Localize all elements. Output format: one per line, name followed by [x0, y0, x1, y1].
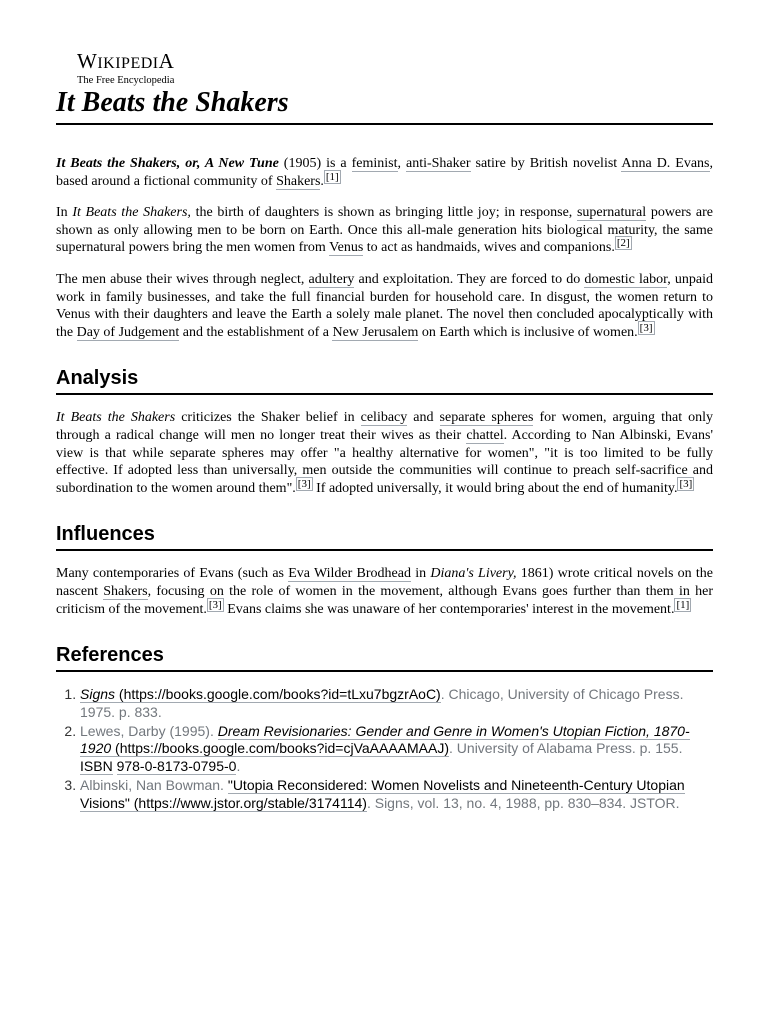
- wikipedia-wordmark: WIKIPEDIA: [77, 49, 175, 73]
- citation-ref[interactable]: [3]: [208, 598, 222, 611]
- link-chattel[interactable]: chattel: [466, 427, 504, 443]
- link-celibacy[interactable]: celibacy: [360, 410, 408, 426]
- analysis-paragraph: It Beats the Shakers criticizes the Shaker belief in celibacy and separate spheres for women, arguing that only through a radical change will men no longer treat their wives as their chattel. According to Nan Albinski, Evans' view is that while separate spheres may offer "a healthy alternative for women", "it is too limited to be fully effective. If adopted less than universally, men outside the communities will continue to preach self-sacrifice and subordination to the women around them". [3] If adopted universally, it would bring about the end of humanity. [3]: [56, 410, 714, 496]
- section-heading-references: References: [56, 642, 713, 672]
- citation-ref[interactable]: [3]: [639, 321, 653, 334]
- reference-list: [56, 686, 713, 812]
- reference-link-2[interactable]: Dream Revisionaries: Gender and Genre in Women's Utopian Fiction, 1870-1920 (https://books.google.com/books?id=cjVaAAAAMAAJ): [80, 722, 690, 757]
- reference-link-3[interactable]: "Utopia Reconsidered: Women Novelists and Nineteenth-Century Utopian Visions" (https://www.jstor.org/stable/3174114): [80, 777, 685, 811]
- intro-paragraph-3: The men abuse their wives through neglect, adultery and exploitation. They are forced to do domestic labor, unpaid work in family businesses, and take the full financial burden for household care. In disgust, the women return to Venus with their daughters and leave the Earth a solely male planet. The novel then concluded apocalyptically with the Day of Judgement and the establishment of a New Jerusalem on Earth which is inclusive of women. [3]: [56, 271, 713, 340]
- link-anti-shaker[interactable]: anti-Shaker: [405, 156, 471, 171]
- citation-ref[interactable]: [3]: [297, 477, 311, 490]
- citation-ref[interactable]: [1]: [676, 598, 690, 611]
- section-heading-analysis: Analysis: [56, 365, 713, 395]
- link-feminist[interactable]: feminist: [351, 156, 398, 171]
- wikipedia-tagline: The Free Encyclopedia: [77, 75, 175, 86]
- isbn-link[interactable]: ISBN: [80, 757, 113, 774]
- isbn-number-link[interactable]: 978-0-8173-0795-0: [116, 757, 237, 774]
- link-eva-wilder-brodhead[interactable]: Eva Wilder Brodhead: [288, 566, 411, 582]
- link-venus[interactable]: Venus: [329, 240, 364, 256]
- link-shakers[interactable]: Shakers: [103, 583, 148, 599]
- reference-link-1[interactable]: Signs (https://books.google.com/books?id=tLxu7bgzrAoC): [80, 686, 441, 703]
- article-body: [56, 155, 713, 814]
- intro-paragraph-2: In It Beats the Shakers, the birth of daughters is shown as bringing little joy; in response, supernatural powers are shown as only allowing men to be born on Earth. Once this all-male generation hits biological maturity, the same supernatural powers bring the men women from Venus to act as handmaids, wives and companions. [2]: [56, 205, 714, 256]
- wikipedia-logo[interactable]: [77, 50, 217, 87]
- link-new-jerusalem[interactable]: New Jerusalem: [332, 324, 419, 340]
- page-title: It Beats the Shakers: [56, 86, 713, 125]
- link-anna-d-evans[interactable]: Anna D. Evans: [621, 156, 710, 171]
- section-heading-influences: Influences: [56, 521, 713, 551]
- link-separate-spheres[interactable]: separate spheres: [439, 410, 534, 426]
- link-adultery[interactable]: adultery: [308, 271, 355, 287]
- reference-item-2: 2. Lewes, Darby (1995). Dream Revisionaries: Gender and Genre in Women's Utopian Fiction, 1870-1920 (https://books.google.com/books?id=cjVaAAAAMAAJ). University of Alabama Press. p. 155. ISBN 978-0-8173-0795-0.: [80, 723, 713, 775]
- link-shakers[interactable]: Shakers: [276, 173, 321, 189]
- citation-ref[interactable]: [1]: [325, 170, 339, 183]
- reference-item-1: 1. Signs (https://books.google.com/books?id=tLxu7bgzrAoC). Chicago, University of Chicago Press. 1975. p. 833.: [80, 686, 713, 721]
- intro-paragraph-1: It Beats the Shakers, or, A New Tune (1905) is a feminist, anti-Shaker satire by British novelist Anna D. Evans, based around a fictional community of Shakers. [1]: [56, 156, 713, 189]
- link-domestic-labor[interactable]: domestic labor: [584, 271, 668, 287]
- influences-paragraph: Many contemporaries of Evans (such as Eva Wilder Brodhead in Diana's Livery, 1861) wrote critical novels on the nascent Shakers, focusing on the role of women in the movement, although Evans goes further than them in her criticism of the movement. [3] Evans claims she was unaware of her contemporaries' interest in the movement. [1]: [56, 566, 714, 617]
- citation-ref[interactable]: [2]: [616, 237, 630, 250]
- citation-ref[interactable]: [3]: [679, 477, 693, 490]
- link-day-of-judgement[interactable]: Day of Judgement: [76, 324, 180, 340]
- link-supernatural[interactable]: supernatural: [576, 205, 647, 221]
- reference-item-3: 3. Albinski, Nan Bowman. "Utopia Reconsidered: Women Novelists and Nineteenth-Century Utopian Visions" (https://www.jstor.org/stable/3174114). Signs, vol. 13, no. 4, 1988, pp. 830–834. JSTOR.: [80, 777, 713, 812]
